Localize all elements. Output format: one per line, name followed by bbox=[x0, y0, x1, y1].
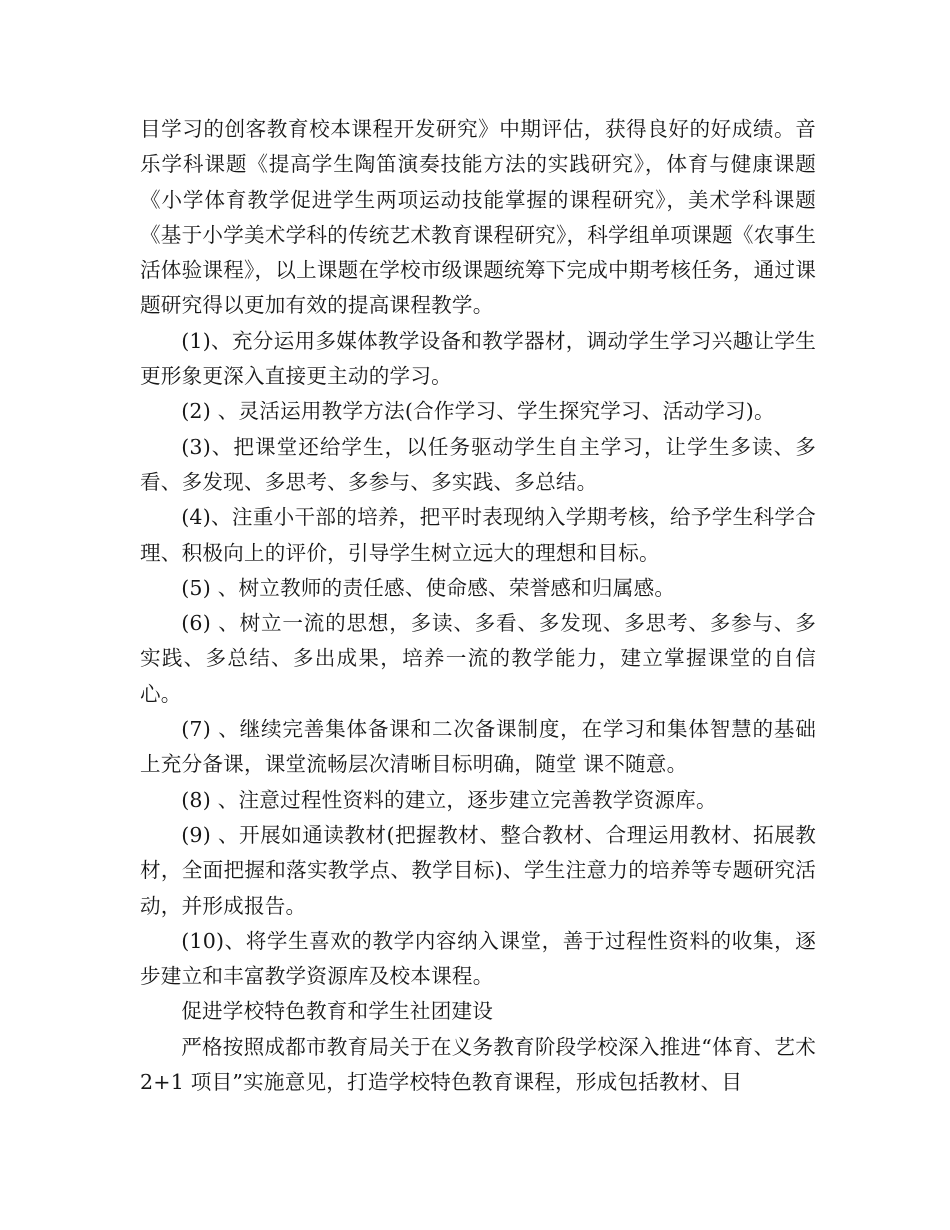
section-heading: 促进学校特色教育和学生社团建设 bbox=[181, 999, 494, 1024]
paragraph-item-2: (2) 、灵活运用教学方法(合作学习、学生探究学习、活动学习)。 bbox=[181, 399, 775, 424]
paragraph-item-1: (1)、充分运用多媒体教学设备和教学器材，调动学生学习兴趣让学生更形象更深入直接更主动的学习。 bbox=[140, 328, 816, 389]
paragraph-item-10: (10)、将学生喜欢的教学内容纳入课堂，善于过程性资料的收集，逐步建立和丰富教学资源库及校本课程。 bbox=[140, 928, 816, 989]
paragraph-item-5: (5) 、树立教师的责任感、使命感、荣誉感和归属感。 bbox=[181, 575, 676, 600]
paragraph-item-7: (7) 、继续完善集体备课和二次备课制度，在学习和集体智慧的基础上充分备课，课堂流畅层次清晰目标明确，随堂 课不随意。 bbox=[140, 717, 816, 777]
paragraph-continuation: 目学习的创客教育校本课程开发研究》中期评估，获得良好的好成绩。音乐学科课题《提高学生陶笛演奏技能方法的实践研究》，体育与健康课题《小学体育教学促进学生两项运动技能掌握的课程研究》，美术学科课题《基于小学美术学科的传统艺术教育课程研究》，科学组单项课题《农事生活体验课程》，以上课题在学校市级课题统筹下完成中期考核任务，通过课题研究得以更加有效的提高课程教学。 bbox=[140, 117, 816, 318]
paragraph-item-4: (4)、注重小干部的培养，把平时表现纳入学期考核，给予学生科学合理、积极向上的评价，引导学生树立远大的理想和目标。 bbox=[140, 505, 816, 565]
paragraph-item-9: (9) 、开展如通读教材(把握教材、整合教材、合理运用教材、拓展教材，全面把握和落实教学点、教学目标)、学生注意力的培养等专题研究活动，并形成报告。 bbox=[140, 822, 816, 918]
paragraph-item-6: (6) 、树立一流的思想，多读、多看、多发现、多思考、多参与、多实践、多总结、多出成果，培养一流的教学能力，建立掌握课堂的自信心。 bbox=[140, 611, 816, 706]
document-body bbox=[140, 112, 816, 1100]
paragraph-section-body: 严格按照成都市教育局关于在义务教育阶段学校深入推进“体育、艺术 2+1 项目”实施意见，打造学校特色教育课程，形成包括教材、目 bbox=[140, 1034, 816, 1095]
paragraph-item-8: (8) 、注意过程性资料的建立，逐步建立完善教学资源库。 bbox=[181, 787, 717, 812]
paragraph-item-3: (3)、把课堂还给学生，以任务驱动学生自主学习，让学生多读、多看、多发现、多思考、多参与、多实践、多总结。 bbox=[140, 434, 816, 494]
